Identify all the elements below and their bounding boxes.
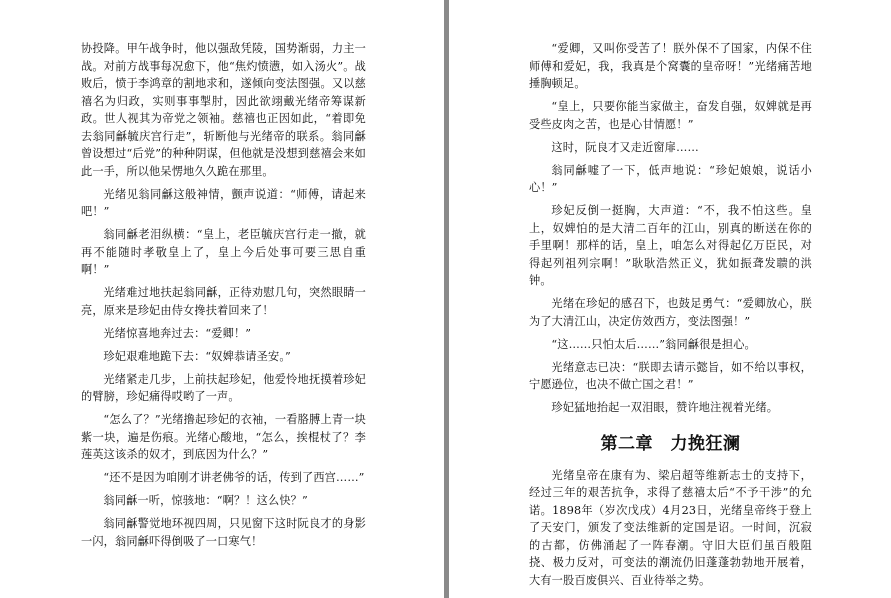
left-page xyxy=(0,0,444,598)
left-paragraph-9: “还不是因为咱刚才讲老佛爷的话，传到了西宫……” xyxy=(103,471,365,484)
left-paragraph-10: 翁同龢一听，惊骇地：“啊？！这么快？” xyxy=(103,494,308,507)
right-paragraph-7: “这……只怕太后……”翁同龢很是担心。 xyxy=(551,337,756,351)
left-paragraph-4: 光绪难过地扶起翁同龢，正待劝慰几句，突然眼睛一亮，原来是珍妃由侍女搀扶着回来了！ xyxy=(81,286,366,317)
left-paragraph-3: 翁同龢老泪纵横：“皇上，老臣毓庆宫行走一撤，就再不能随时孝敬皇上了，皇上今后处事可要三思自重啊！” xyxy=(81,228,366,276)
right-paragraph-8: 光绪意志已决：“朕即去请示懿旨，如不给以事权，宁愿逊位，也决不做亡国之君！” xyxy=(529,360,812,391)
left-paragraph-6: 珍妃艰难地跪下去：“奴婢恭请圣安。” xyxy=(103,349,291,363)
right-paragraph-2: “皇上，只要你能当家做主，奋发自强，奴婢就是再受些皮肉之苦，也是心甘情愿！” xyxy=(529,100,812,131)
left-paragraph-2: 光绪见翁同龢这般神情，颤声说道：“师傅，请起来吧！” xyxy=(81,187,366,218)
left-paragraph-7: 光绪紧走几步，上前扶起珍妃，他爱怜地抚摸着珍妃的臂膀，珍妃痛得哎哟了一声。 xyxy=(81,372,366,403)
left-paragraph-11: 翁同龢警觉地环视四周，只见窗下这时阮良才的身影一闪，翁同龢吓得倒吸了一口寒气！ xyxy=(81,517,366,548)
left-paragraph-8: “怎么了？”光绪撸起珍妃的衣袖，一看胳膊上青一块紫一块，遍是伤痕。光绪心酸地，“怎么，挨棍杖了？李莲英这该杀的奴才，到底因为什么？” xyxy=(81,413,366,461)
right-page xyxy=(449,0,891,598)
left-paragraph-5: 光绪惊喜地奔过去：“爱卿！” xyxy=(103,326,252,340)
right-paragraph-3: 这时，阮良才又走近窗扉…… xyxy=(551,140,699,154)
left-paragraph-1: 协投降。甲午战争时，他以强敌凭陵，国势渐弱，力主一战。对前方战事每况愈下，他“焦灼愤懑，如入汤火”。战败后，愤于李鸿章的割地求和，遂倾向变法图强。又以慈禧名为归政，实则事事掣肘，因此欲翊戴光绪帝筹谋新政。世人视其为帝党之领袖。慈禧也正因如此，“着即免去翁同龢毓庆宫行走”，斩断他与光绪帝的联系。翁同龢曾设想过“后党”的种种阴谋，但他就是没想到慈禧会来如此一手，所以他呆愣地久久跪在那里。 xyxy=(81,42,366,178)
right-paragraph-6: 光绪在珍妃的感召下，也鼓足勇气：“爱卿放心，朕为了大清江山，决定仿效西方，变法图强！” xyxy=(529,297,812,328)
right-paragraph-4: 翁同龢嘘了一下，低声地说：“珍妃娘娘，说话小心！” xyxy=(529,163,812,194)
right-paragraph-9: 珍妃猛地抬起一双泪眼，赞许地注视着光绪。 xyxy=(551,401,779,414)
right-paragraph-1: “爱卿，又叫你受苦了！朕外保不了国家，内保不住师傅和爱妃，我，我真是个窝囊的皇帝呀！”光绪痛苦地捶胸顿足。 xyxy=(529,42,812,90)
right-paragraph-10: 光绪皇帝在康有为、梁启超等维新志士的支持下，经过三年的艰苦抗争，求得了慈禧太后“不予干涉”的允诺。1898年（岁次戊戌）4月23日，光绪皇帝终于登上了天安门，颁发了变法维新的定国是诏。一时间，沉寂的古都，仿佛涌起了一阵春潮。守旧大臣们虽百般阻挠、极力反对，可变法的潮流仍旧蓬蓬勃勃地开展着，大有一股百废俱兴、百业待举之势。 xyxy=(529,468,812,587)
right-paragraph-5: 珍妃反倒一挺胸，大声道：“不，我不怕这些。皇上，奴婢怕的是大清二百年的江山，别真的断送在你的手里啊！那样的话，皇上，咱怎么对得起亿万臣民，对得起列祖列宗啊！”耿耿浩然正义，犹如振聋发聩的洪钟。 xyxy=(529,204,812,287)
chapter-title: 第二章 力挽狂澜 xyxy=(600,433,741,454)
